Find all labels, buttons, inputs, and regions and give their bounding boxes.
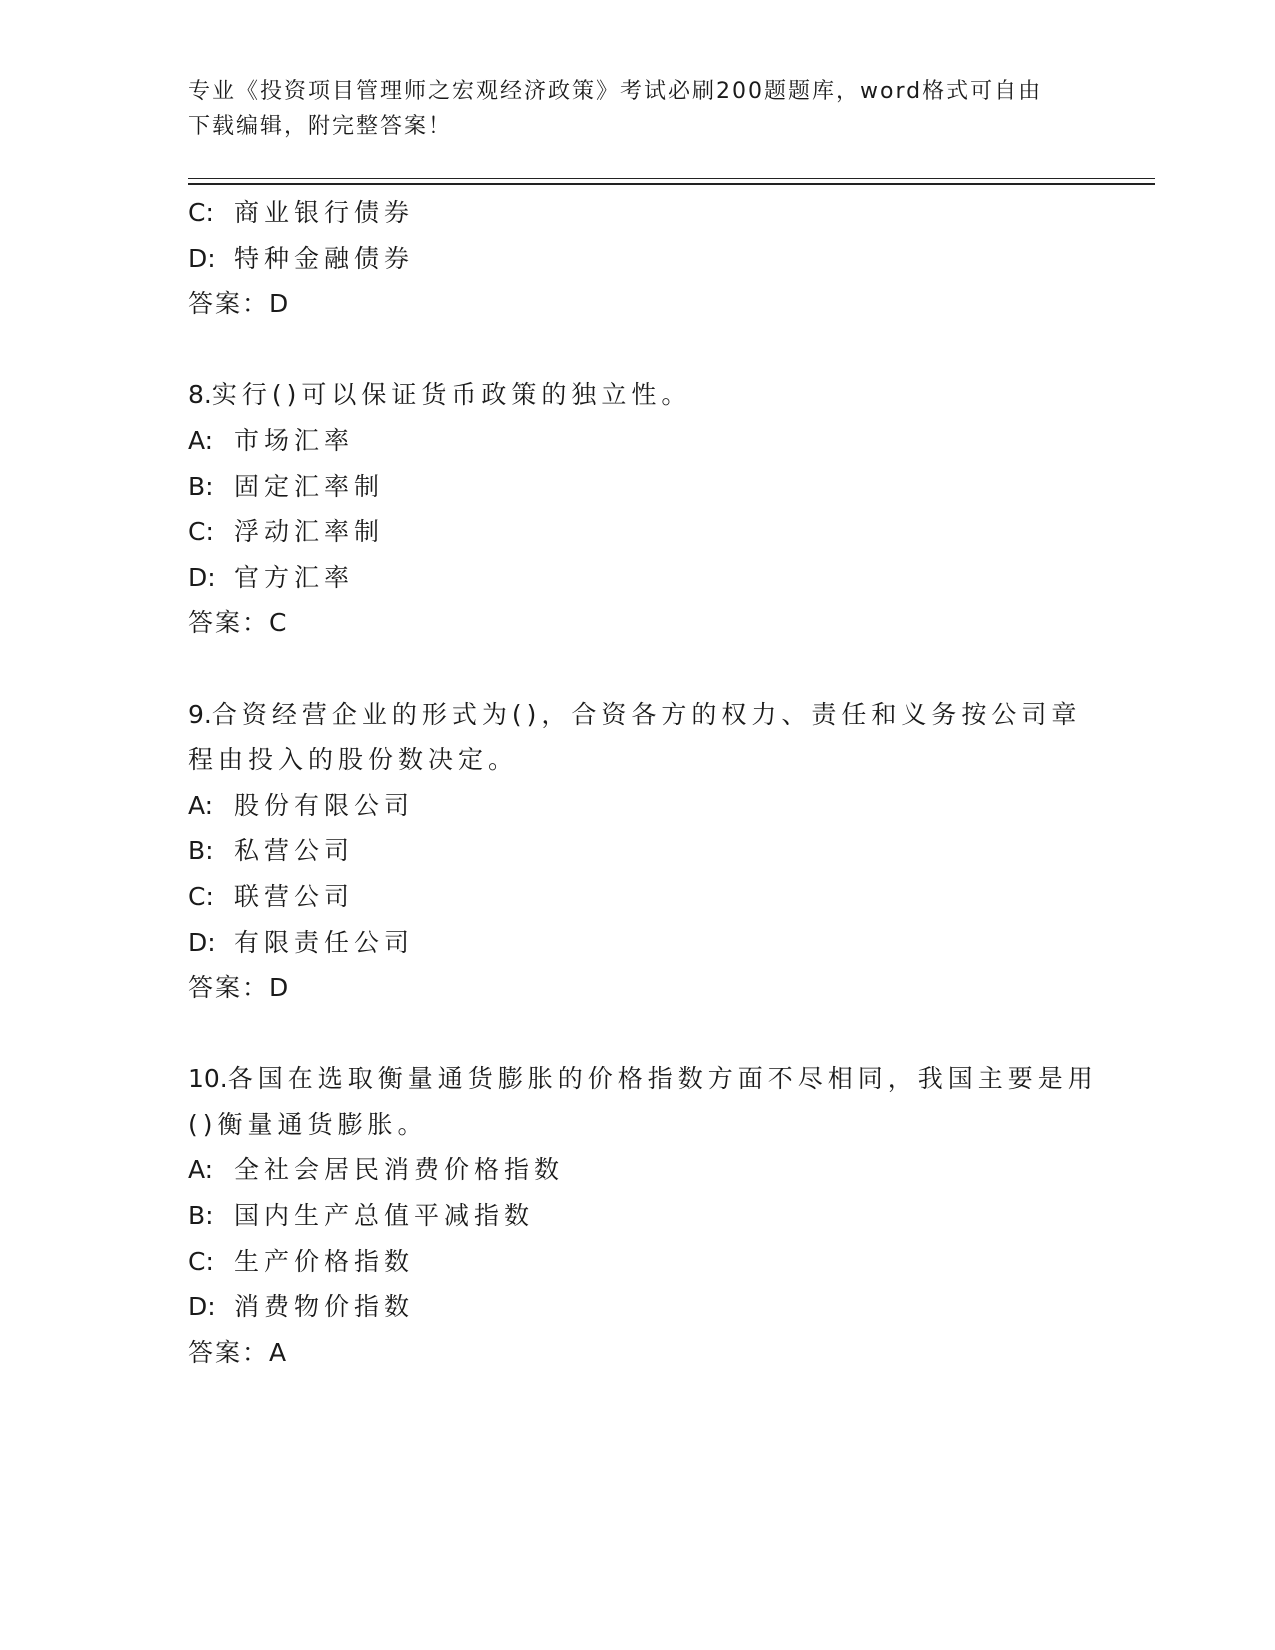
document-header xyxy=(188,74,1088,144)
stem-text: 各国在选取衡量通货膨胀的价格指数方面不尽相同，我国主要是用 xyxy=(227,1064,1098,1094)
option-label: A: xyxy=(188,790,214,820)
option-text: 固定汇率制 xyxy=(234,471,385,501)
option-line xyxy=(188,783,1088,829)
question-stem-continued: ()衡量通货膨胀。 xyxy=(188,1109,428,1139)
question-9 xyxy=(188,692,1088,1011)
spacer xyxy=(188,327,1088,373)
question-stem-continued: 程由投入的股份数决定。 xyxy=(188,745,519,775)
option-text: 商业银行债券 xyxy=(234,198,415,227)
option-text: 浮动汇率制 xyxy=(234,517,385,547)
option-text: 市场汇率 xyxy=(234,425,355,455)
header-divider-thick xyxy=(188,183,1155,185)
option-text: 国内生产总值平减指数 xyxy=(234,1201,535,1231)
option-label: D: xyxy=(188,562,216,592)
question-8 xyxy=(188,372,1088,646)
option-text: 全社会居民消费价格指数 xyxy=(234,1155,565,1185)
option-text: 特种金融债券 xyxy=(234,243,415,273)
option-line xyxy=(188,1284,1088,1330)
option-label: C: xyxy=(188,881,214,911)
header-divider-thin xyxy=(188,178,1155,179)
option-line xyxy=(188,1239,1088,1285)
option-line xyxy=(188,464,1088,510)
answer-line: 答案：D xyxy=(188,973,291,1003)
option-text: 有限责任公司 xyxy=(234,927,415,957)
header-line-2: 下载编辑，附完整答案！ xyxy=(188,114,453,139)
question-number: 9. xyxy=(188,699,212,729)
question-number: 8. xyxy=(188,380,212,410)
option-text: 股份有限公司 xyxy=(234,790,415,820)
option-label: D: xyxy=(188,927,216,957)
option-label: B: xyxy=(188,1201,214,1231)
answer-line: 答案：C xyxy=(188,608,289,638)
option-line xyxy=(188,874,1088,920)
spacer xyxy=(188,646,1088,692)
option-label: C: xyxy=(188,517,214,547)
option-label: C: xyxy=(188,1246,214,1276)
option-label: A: xyxy=(188,1155,214,1185)
header-line-1: 专业《投资项目管理师之宏观经济政策》考试必刷200题题库，word格式可自由 xyxy=(188,79,1043,104)
question-10 xyxy=(188,1056,1098,1375)
option-label: D: xyxy=(188,243,216,273)
option-line xyxy=(188,418,1088,464)
stem-text: 实行()可以保证货币政策的独立性。 xyxy=(211,380,692,410)
option-line xyxy=(188,190,1088,236)
option-line xyxy=(188,920,1088,966)
option-line xyxy=(188,1193,1088,1239)
option-line xyxy=(188,236,1088,282)
option-line xyxy=(188,509,1088,555)
question-stem xyxy=(188,1056,1098,1102)
option-label: D: xyxy=(188,1292,216,1322)
answer-line: 答案：D xyxy=(188,289,291,319)
prev-question xyxy=(188,190,1088,327)
spacer xyxy=(188,1011,1088,1057)
answer-line: 答案：A xyxy=(188,1337,289,1367)
option-text: 官方汇率 xyxy=(234,562,355,592)
stem-text: 合资经营企业的形式为()，合资各方的权力、责任和义务按公司章 xyxy=(211,699,1082,729)
question-number: 10. xyxy=(188,1064,228,1094)
option-text: 消费物价指数 xyxy=(234,1292,415,1322)
option-label: B: xyxy=(188,471,214,501)
option-text: 私营公司 xyxy=(234,836,355,866)
option-line xyxy=(188,1147,1088,1193)
option-label: A: xyxy=(188,425,214,455)
question-stem xyxy=(188,372,1088,418)
option-line xyxy=(188,828,1088,874)
option-label: B: xyxy=(188,836,214,866)
option-text: 联营公司 xyxy=(234,881,355,911)
option-label: C: xyxy=(188,198,214,227)
question-stem xyxy=(188,692,1088,738)
question-content xyxy=(188,190,1098,1375)
option-line xyxy=(188,555,1088,601)
option-text: 生产价格指数 xyxy=(234,1246,415,1276)
